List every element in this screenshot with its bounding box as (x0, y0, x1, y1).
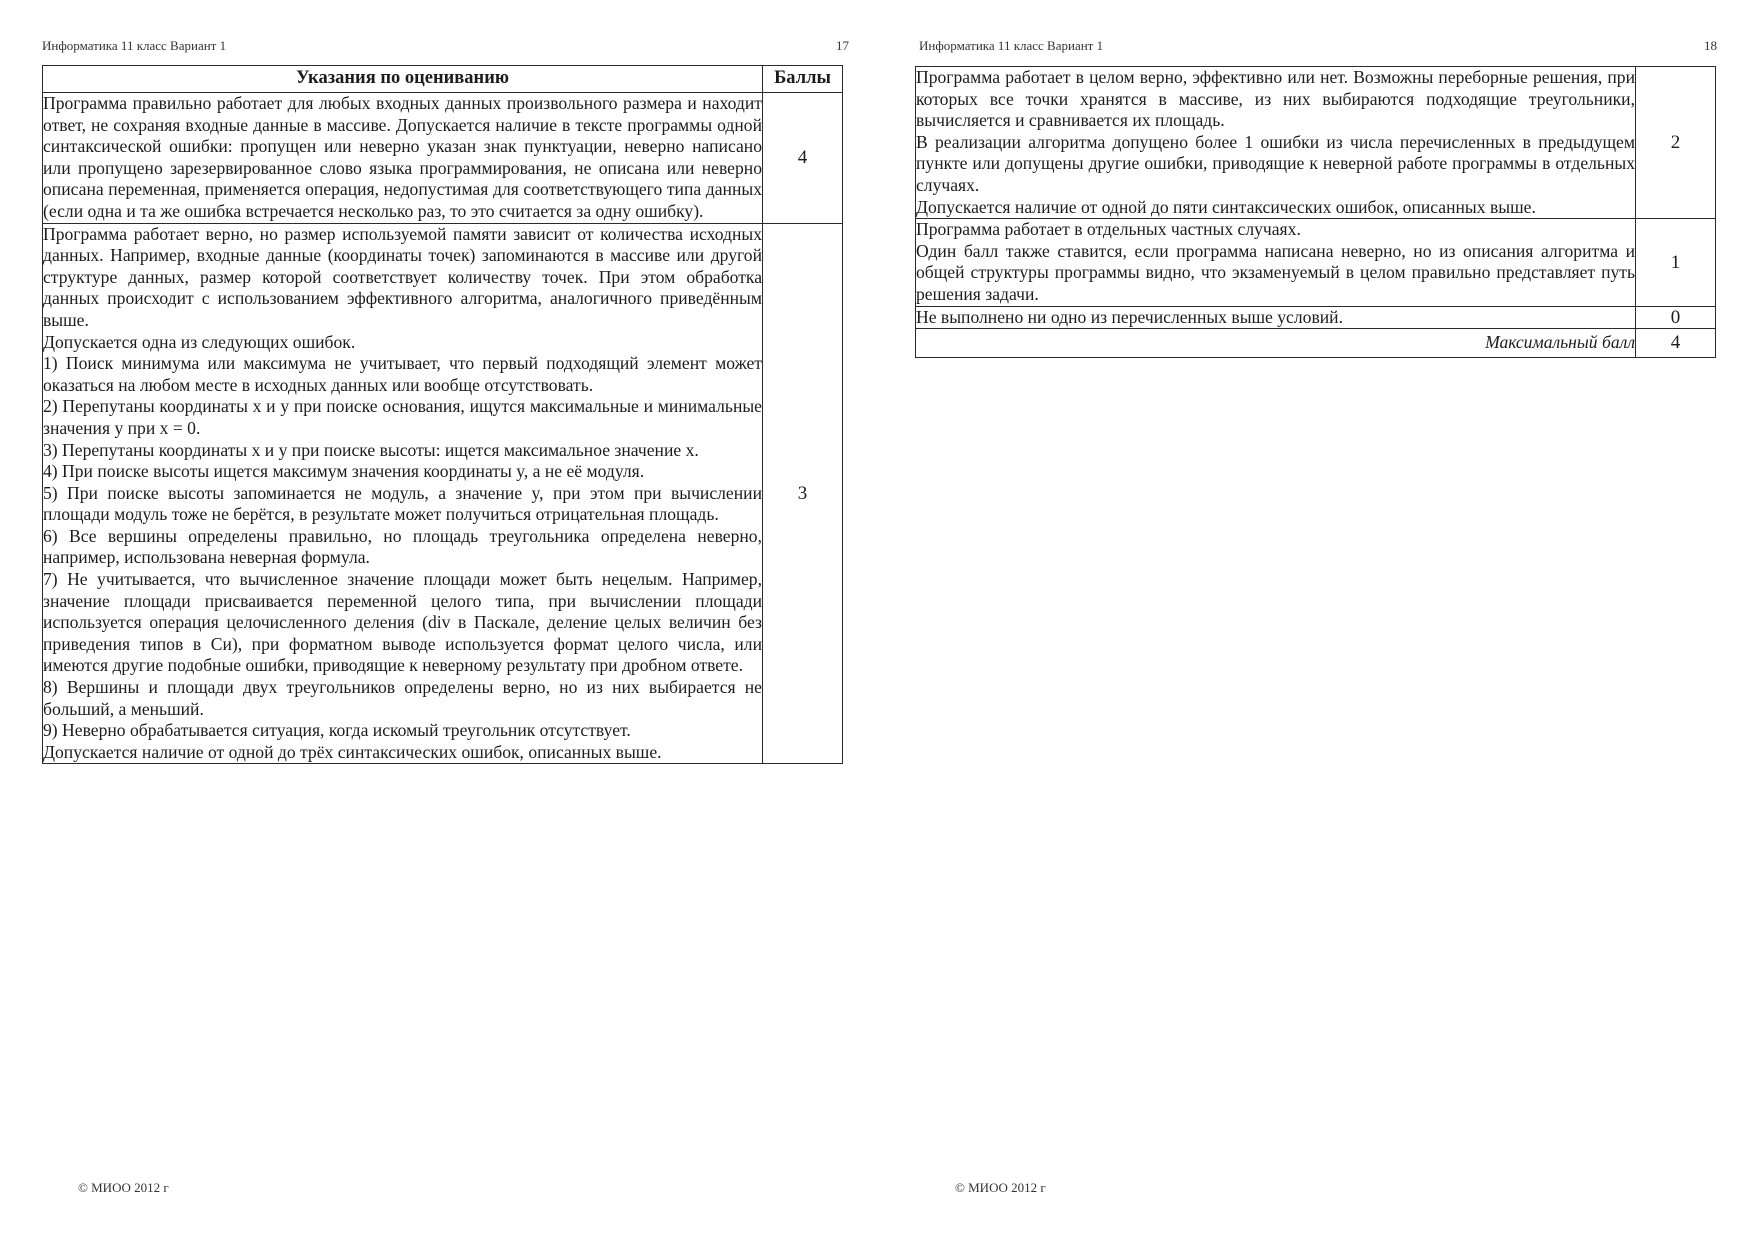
column-header-criteria: Указания по оцениванию (43, 66, 763, 93)
page-18 (877, 0, 1754, 1239)
criteria-cell (43, 223, 763, 764)
max-score-row (916, 329, 1716, 358)
criteria-paragraph: Программа правильно работает для любых входных данных произвольного размера и находит ответ, не сохраняя входные данные в массиве. Допускается наличие в тексте программы одной синтаксической ошибки: пропущен или неверно указан знак пунктуации, неверно написано или пропущено зарезервированное слово языка программирования, не описана или неверно описана переменная, применяется операция, недопустимая для соответствующего типа данных (если одна и та же ошибка встречается несколько раз, то это считается за одну ошибку). (43, 93, 762, 221)
running-header-title: Информатика 11 класс Вариант 1 (42, 38, 227, 53)
criteria-paragraph: Допускается наличие от одной до пяти синтаксических ошибок, описанных выше. (916, 196, 1536, 217)
criteria-cell (916, 219, 1636, 306)
points-cell: 1 (1636, 219, 1716, 306)
criteria-paragraph: Допускается наличие от одной до трёх синтаксических ошибок, описанных выше. (43, 741, 662, 762)
points-cell: 2 (1636, 67, 1716, 219)
max-score-value: 4 (1636, 329, 1716, 358)
criteria-paragraph: В реализации алгоритма допущено более 1 ошибки из числа перечисленных в предыдущем пункте или допущены другие ошибки, приводящие к неверной работе программы в отдельных случаях. (916, 131, 1635, 195)
page-number: 18 (1704, 38, 1717, 53)
points-cell: 0 (1636, 306, 1716, 329)
error-item: 7) Не учитывается, что вычисленное значение площади может быть нецелым. Например, значение площади присваивается переменной целого типа, при вычислении площади используется операция целочисленного деления (div в Паскале, деление целых величин без приведения типов в Си), при форматном выводе используется формат целого числа, или имеются другие подобные ошибки, приводящие к неверному результату при дробном ответе. (43, 569, 762, 676)
table-header-row (43, 66, 843, 93)
criteria-cell (43, 93, 763, 224)
criteria-paragraph: Программа работает в отдельных частных случаях. (916, 219, 1301, 240)
error-item: 1) Поиск минимума или максимума не учитывает, что первый подходящий элемент может оказаться на любом месте в исходных данных или вообще отсутствовать. (43, 353, 762, 395)
grading-table (42, 65, 843, 764)
points-cell: 4 (763, 93, 843, 224)
criteria-paragraph: Не выполнено ни одно из перечисленных выше условий. (916, 306, 1343, 327)
table-row (916, 67, 1716, 219)
running-header-title: Информатика 11 класс Вариант 1 (919, 38, 1104, 53)
criteria-cell (916, 306, 1636, 329)
max-score-label: Максимальный балл (916, 329, 1636, 358)
criteria-cell (916, 67, 1636, 219)
table-row (43, 223, 843, 764)
table-row (43, 93, 843, 224)
page-number: 17 (836, 38, 849, 53)
error-item: 6) Все вершины определены правильно, но площадь треугольника определена неверно, например, использована неверная формула. (43, 525, 762, 568)
points-cell: 3 (763, 223, 843, 764)
copyright-footer: © МИОО 2012 г (78, 1180, 169, 1195)
error-item: 5) При поиске высоты запоминается не модуль, а значение y, при этом при вычислении площади модуль тоже не берётся, в результате может получиться отрицательная площадь. (43, 482, 762, 525)
error-item: 4) При поиске высоты ищется максимум значения координаты y, а не её модуля. (43, 461, 645, 482)
criteria-paragraph: Программа работает в целом верно, эффективно или нет. Возможны переборные решения, при которых все точки хранятся в массиве, из них выбираются подходящие треугольники, вычисляется и сравнивается их площадь. (916, 67, 1635, 131)
column-header-points: Баллы (763, 66, 843, 93)
grading-table-continued (915, 66, 1716, 358)
criteria-paragraph: Программа работает верно, но размер используемой памяти зависит от количества исходных данных. Например, входные данные (координаты точек) запоминаются в массиве или другой структуре данных, размер которой соответствует количеству точек. При этом обработка данных происходит с использованием эффективного алгоритма, аналогичного приведённым выше. (43, 223, 762, 330)
table-row (916, 306, 1716, 329)
error-item: 3) Перепутаны координаты x и y при поиске высоты: ищется максимальное значение x. (43, 439, 699, 460)
error-item: 2) Перепутаны координаты x и y при поиске основания, ищутся максимальные и минимальные значения y при x = 0. (43, 396, 762, 438)
criteria-paragraph: Допускается одна из следующих ошибок. (43, 331, 356, 352)
error-item: 8) Вершины и площади двух треугольников определены верно, но из них выбирается не больший, а меньший. (43, 677, 762, 719)
copyright-footer: © МИОО 2012 г (955, 1180, 1046, 1195)
error-item: 9) Неверно обрабатывается ситуация, когда искомый треугольник отсутствует. (43, 720, 631, 741)
criteria-paragraph: Один балл также ставится, если программа написана неверно, но из описания алгоритма и общей структуры программы видно, что экзаменуемый в целом правильно представляет путь решения задачи. (916, 240, 1635, 304)
table-row (916, 219, 1716, 306)
